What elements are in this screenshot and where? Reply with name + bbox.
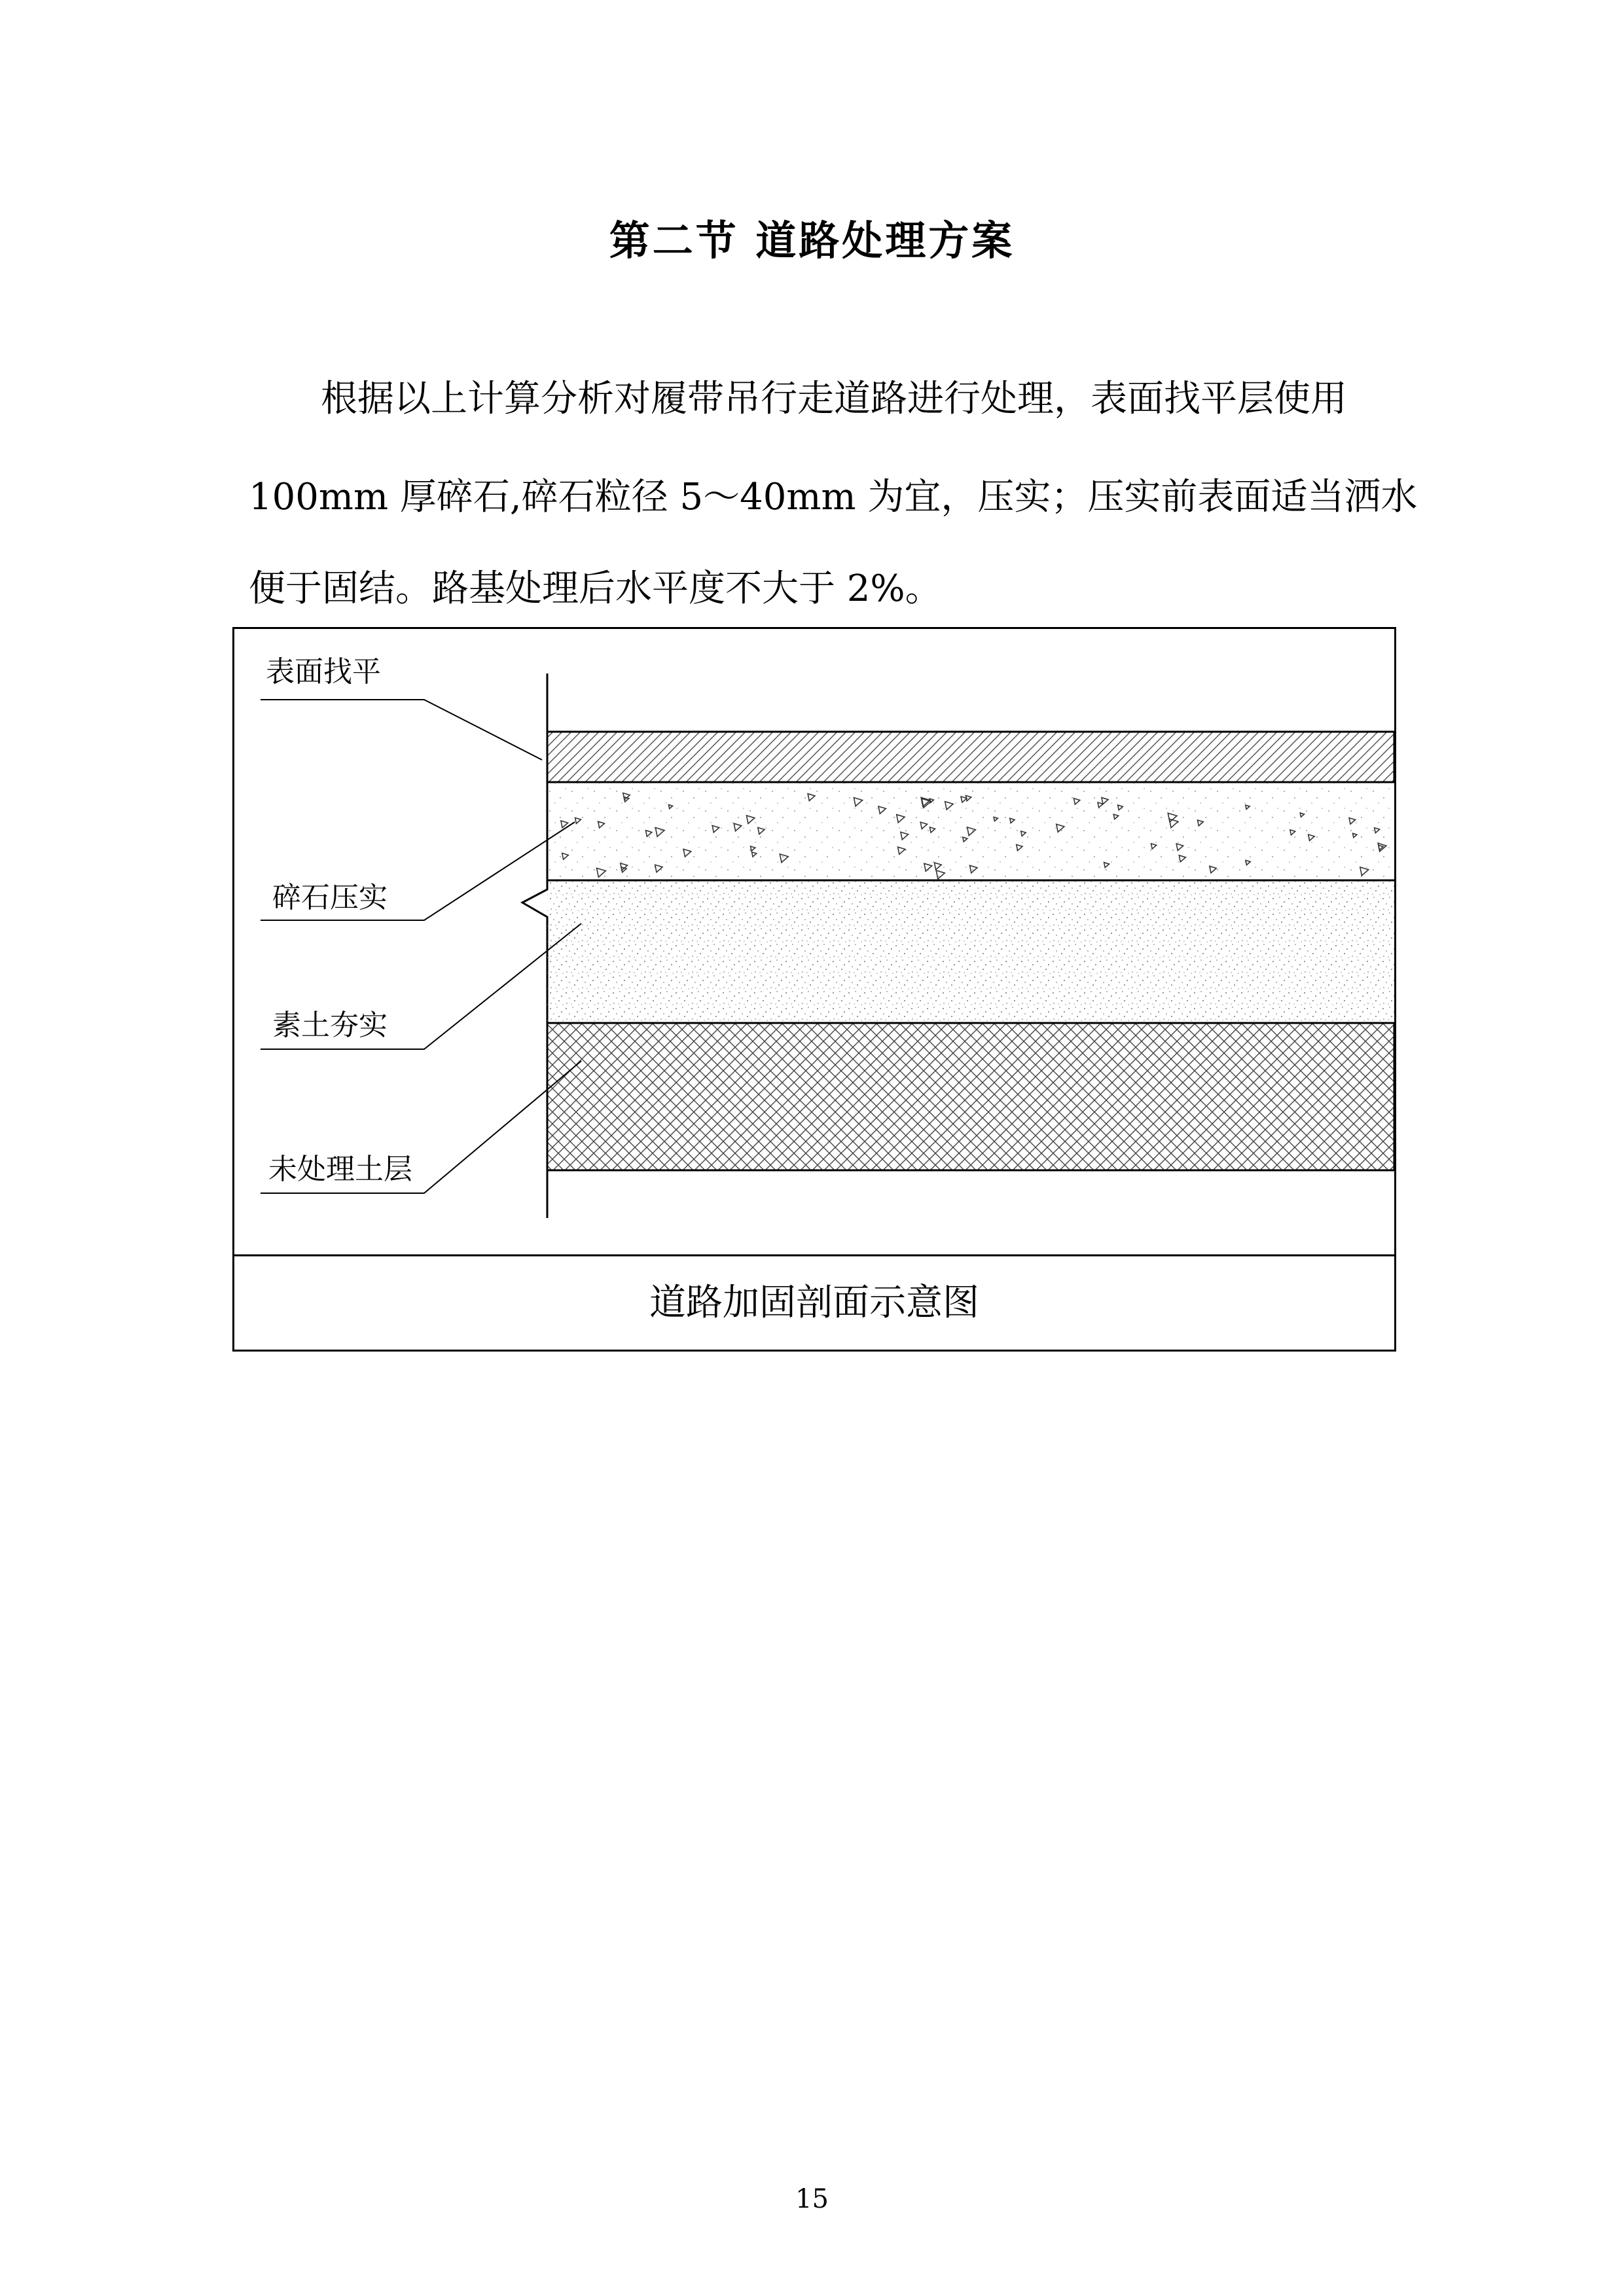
cross-section-diagram — [234, 629, 1394, 1350]
label-compacted-gravel: 碎石压实 — [272, 881, 388, 914]
layer-surface-leveling — [547, 732, 1394, 782]
page-number: 15 — [795, 2184, 829, 2214]
figure-caption: 道路加固剖面示意图 — [649, 1282, 979, 1324]
layer-untreated-soil — [547, 1023, 1394, 1170]
section-break-line — [522, 673, 547, 1218]
section-title: 第二节 道路处理方案 — [609, 217, 1015, 264]
label-untreated-soil: 未处理土层 — [268, 1153, 412, 1186]
paragraph-line-1: 根据以上计算分析对履带吊行走道路进行处理，表面找平层使用 — [321, 378, 1347, 420]
leader-lines — [261, 700, 581, 1193]
label-surface-leveling: 表面找平 — [266, 655, 381, 689]
layer-compacted-soil — [547, 880, 1394, 1023]
label-compacted-soil: 素土夯实 — [272, 1009, 388, 1042]
paragraph-line-2: 100mm 厚碎石,碎石粒径 5～40mm 为宜，压实；压实前表面适当洒水 — [249, 476, 1418, 518]
paragraph-line-3: 便于固结。路基处理后水平度不大于 2%。 — [249, 567, 942, 610]
road-section-figure — [232, 627, 1396, 1352]
